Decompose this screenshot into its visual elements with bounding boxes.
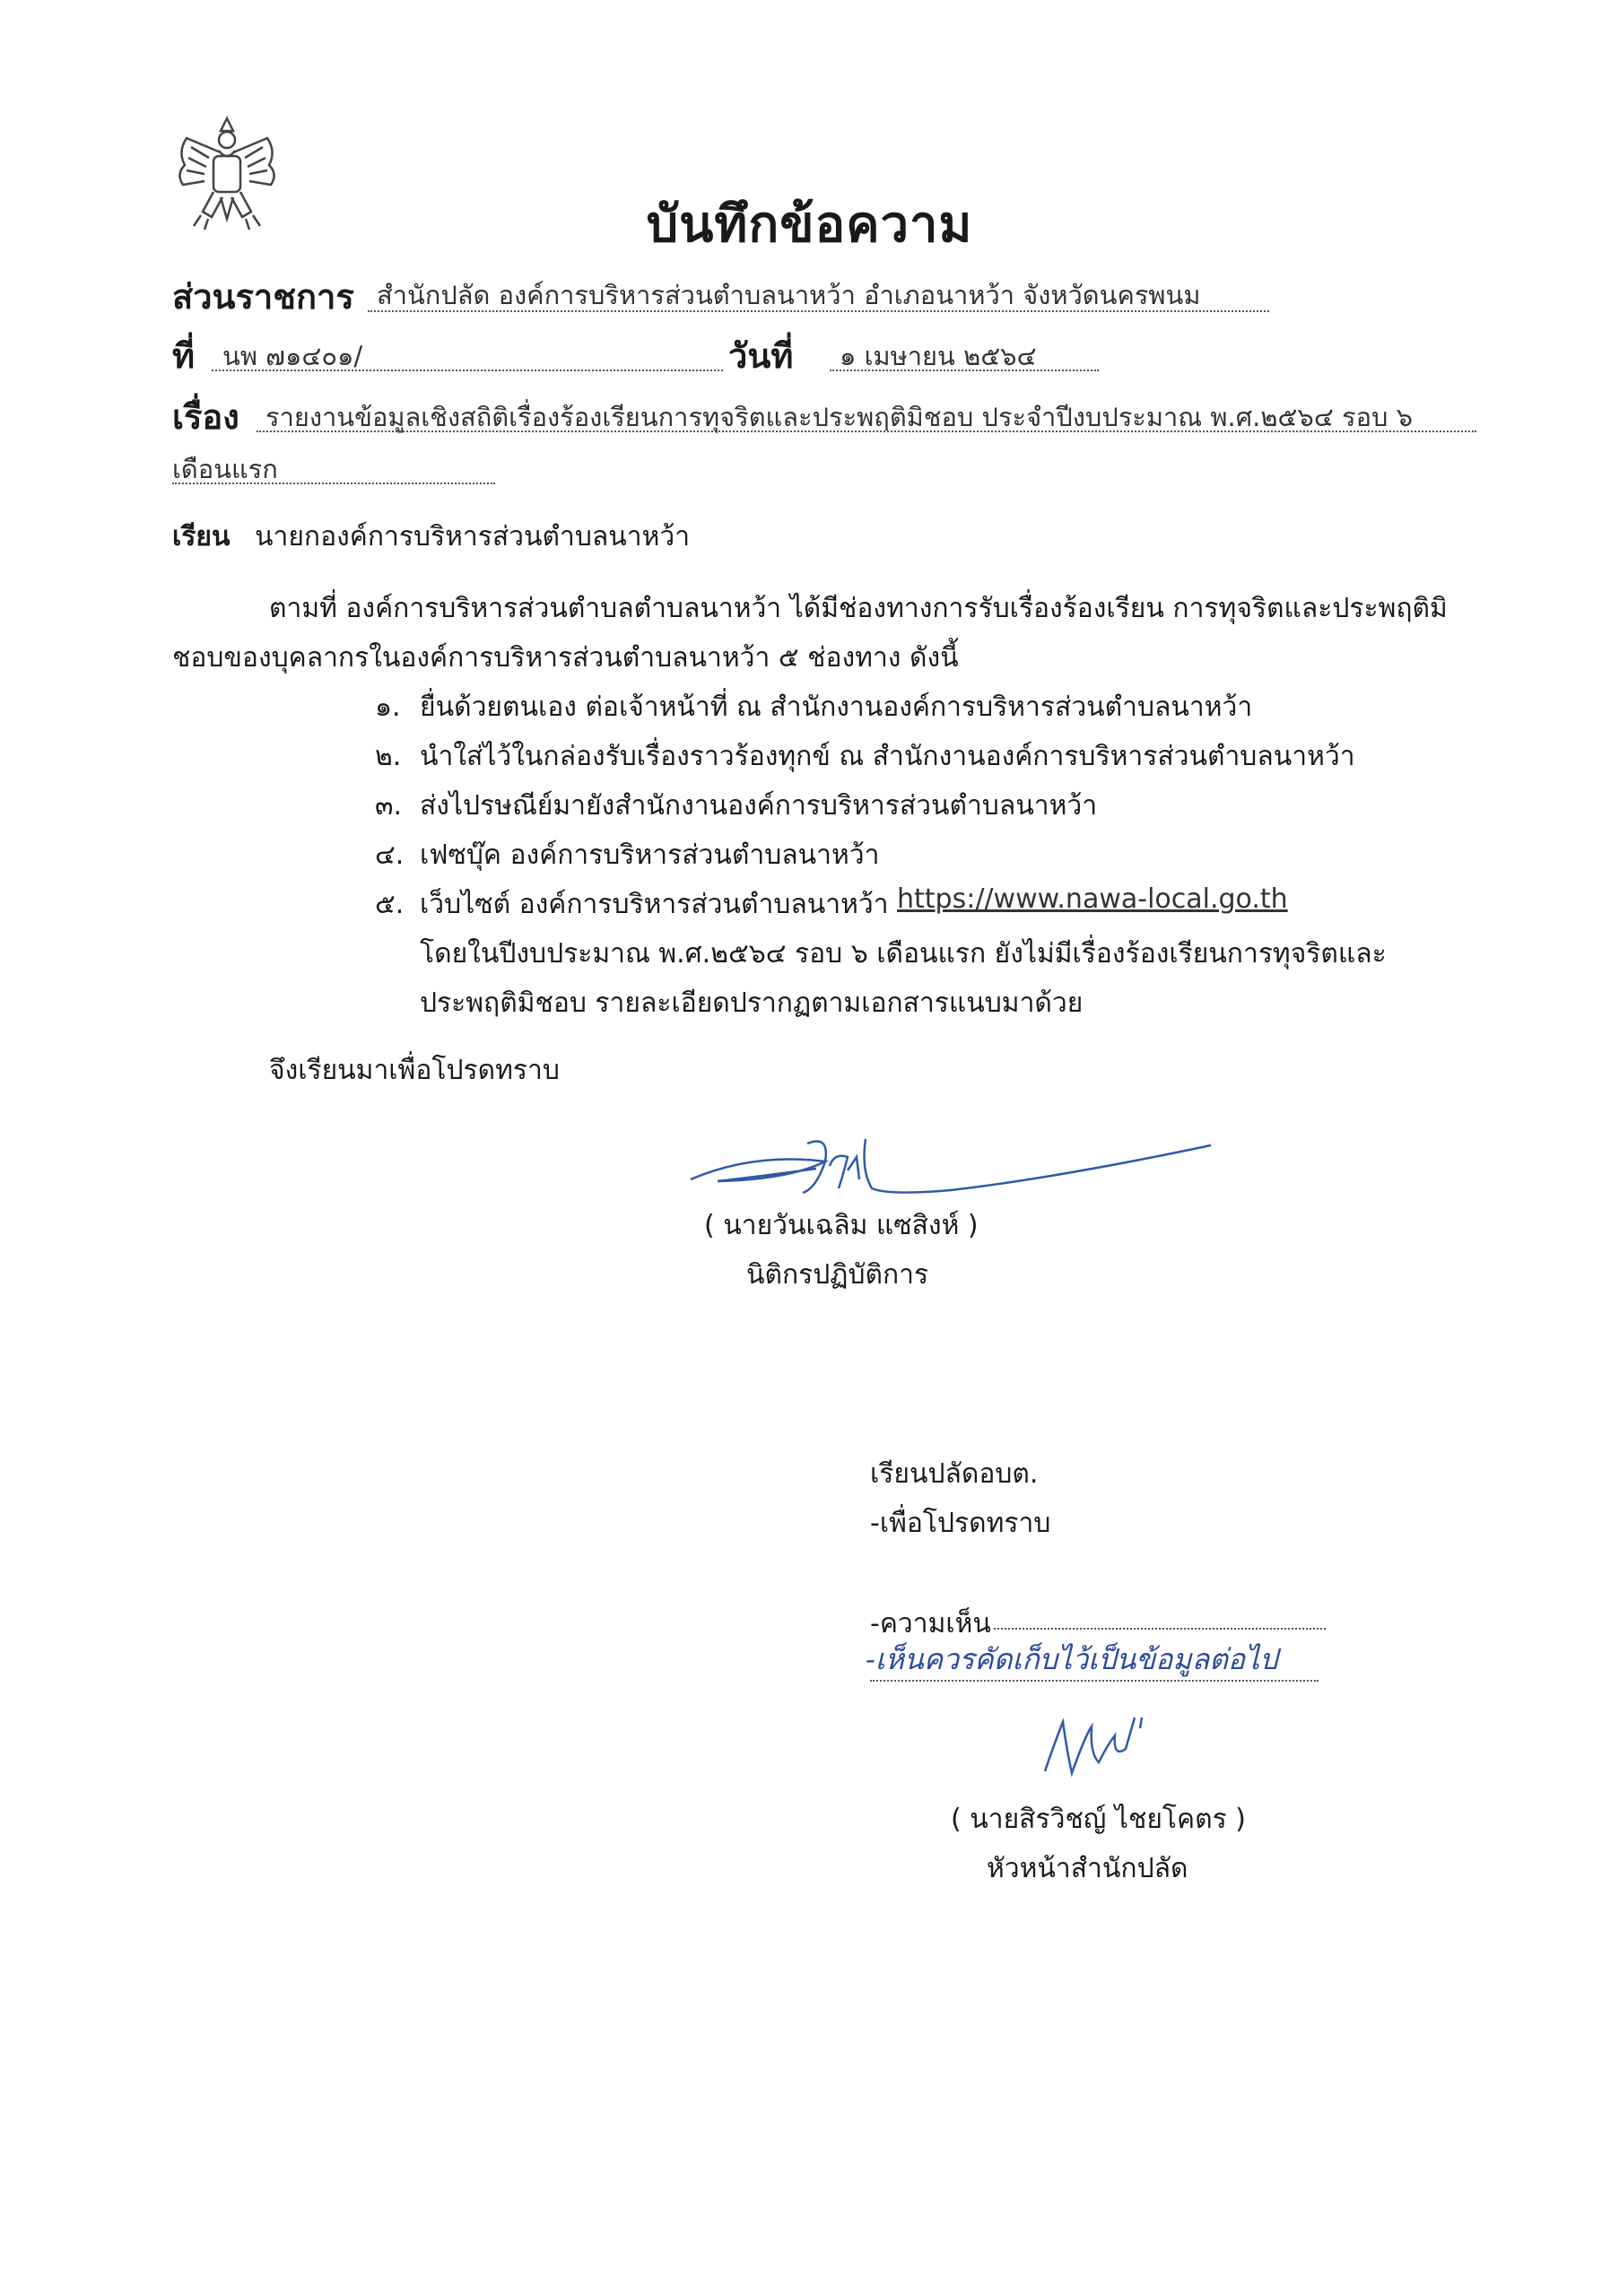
website-link[interactable]: https://www.nawa-local.go.th: [897, 883, 1288, 915]
para2-line2: ประพฤติมิชอบ รายละเอียดปรากฏตามเอกสารแนบมาด้วย: [420, 987, 1084, 1019]
agency-label: ส่วนราชการ: [172, 277, 354, 317]
list-item: เว็บไซต์ องค์การบริหารส่วนตำบลนาหว้า: [420, 889, 889, 920]
opinion-dotline1: [994, 1628, 1326, 1630]
to-value: นายกองค์การบริหารส่วนตำบลนาหว้า: [255, 521, 691, 552]
opinion-label: -ความเห็น: [870, 1608, 991, 1639]
list-item-num: ๑.: [375, 691, 401, 723]
opinion-dotline2: [870, 1680, 1319, 1682]
ref-value: นพ ๗๑๔๐๑/: [222, 341, 363, 371]
signer2-name: ( นายสิรวิชญ์ ไชยโคตร ): [951, 1804, 1246, 1835]
date-value: ๑ เมษายน ๒๕๖๔: [840, 341, 1037, 371]
document-title: บันทึกข้อความ: [646, 196, 973, 254]
signature-2: [1036, 1709, 1153, 1780]
date-dotline: [830, 370, 1099, 371]
subject-line2: เดือนแรก: [172, 454, 278, 484]
agency-value: สำนักปลัด องค์การบริหารส่วนตำบลนาหว้า อำเภอนาหว้า จังหวัดนครพนม: [377, 280, 1201, 310]
list-item-num: ๓.: [375, 790, 403, 822]
signer2-position: หัวหน้าสำนักปลัด: [987, 1853, 1188, 1884]
para1-line2: ชอบของบุคลากรในองค์การบริหารส่วนตำบลนาหว้า ๕ ช่องทาง ดังนี้: [172, 642, 959, 674]
handwritten-opinion: -เห็นควรคัดเก็บไว้เป็นข้อมูลต่อไป: [866, 1642, 1278, 1676]
para1-line1: ตามที่ องค์การบริหารส่วนตำบลตำบลนาหว้า ได้มีช่องทางการรับเรื่องร้องเรียน การทุจริตและประพฤติมิ: [269, 593, 1448, 624]
endorse-line1: เรียนปลัดอบต.: [870, 1458, 1039, 1490]
signer1-position: นิติกรปฏิบัติการ: [746, 1259, 929, 1291]
subject-label: เรื่อง: [172, 397, 239, 437]
date-label: วันที่: [728, 336, 794, 376]
list-item-num: ๒.: [375, 741, 402, 772]
subject-line1: รายงานข้อมูลเชิงสถิติเรื่องร้องเรียนการทุจริตและประพฤติมิชอบ ประจำปีงบประมาณ พ.ศ.๒๕๖๔ รอบ ๖: [265, 402, 1414, 432]
closing-text: จึงเรียนมาเพื่อโปรดทราบ: [269, 1055, 560, 1086]
list-item: ส่งไปรษณีย์มายังสำนักงานองค์การบริหารส่วนตำบลนาหว้า: [420, 790, 1098, 822]
list-item: ยื่นด้วยตนเอง ต่อเจ้าหน้าที่ ณ สำนักงานองค์การบริหารส่วนตำบลนาหว้า: [420, 691, 1253, 723]
list-item: นำใส่ไว้ในกล่องรับเรื่องราวร้องทุกข์ ณ สำนักงานองค์การบริหารส่วนตำบลนาหว้า: [420, 741, 1355, 772]
para2-line1: โดยในปีงบประมาณ พ.ศ.๒๕๖๔ รอบ ๖ เดือนแรก ยังไม่มีเรื่องร้องเรียนการทุจริตและ: [420, 938, 1387, 970]
list-item-num: ๔.: [375, 839, 405, 871]
list-item-num: ๕.: [375, 889, 405, 920]
ref-label: ที่: [172, 336, 196, 376]
signer1-name: ( นายวันเฉลิม แซสิงห์ ): [704, 1210, 979, 1241]
subject-dotline2: [172, 483, 495, 484]
agency-dotline: [368, 310, 1269, 312]
list-item: เฟซบุ๊ค องค์การบริหารส่วนตำบลนาหว้า: [420, 839, 880, 871]
subject-dotline1: [257, 430, 1476, 432]
ref-dotline: [212, 370, 723, 371]
signature-1: [682, 1126, 1220, 1215]
to-label: เรียน: [172, 521, 231, 552]
endorse-line2: -เพื่อโปรดทราบ: [870, 1508, 1051, 1539]
